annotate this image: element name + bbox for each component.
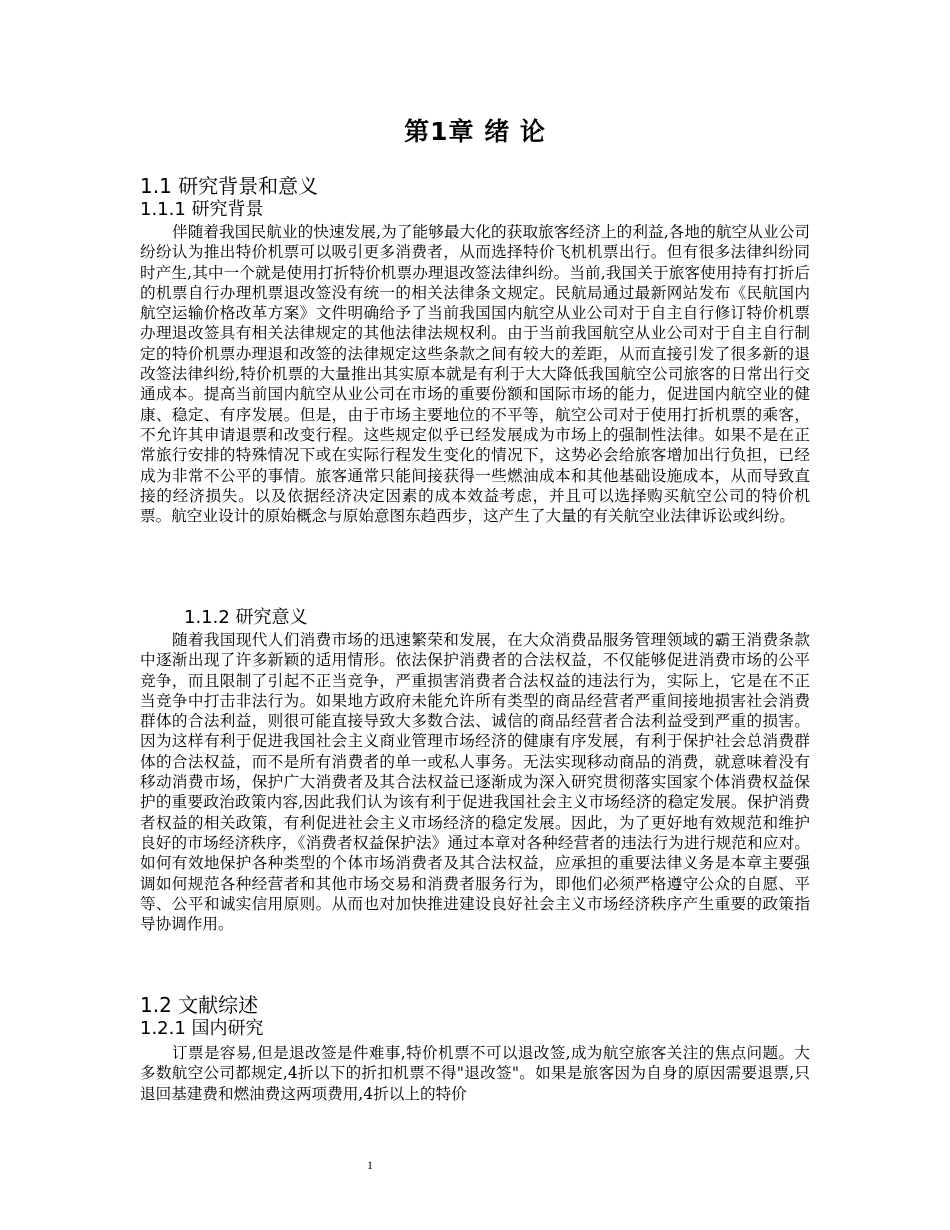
chapter-title: 第1章 绪 论 bbox=[404, 117, 546, 146]
paragraph-domestic-research: 订票是容易,但是退改签是件难事,特价机票不可以退改签,成为航空旅客关注的焦点问题。大多数航空公司都规定,4折以下的折扣机票不得"退改签"。如果是旅客因为自身的原因需要退票,只退回基建费和燃油费这两项费用,4折以上的特价 bbox=[140, 1044, 810, 1103]
subsection-heading-1-1-1: 1.1.1 研究背景 bbox=[140, 199, 264, 220]
section-heading-1-2: 1.2 文献综述 bbox=[140, 993, 259, 1017]
paragraph-research-background: 伴随着我国民航业的快速发展,为了能够最大化的获取旅客经济上的利益,各地的航空从业公司纷纷认为推出特价机票可以吸引更多消费者，从而选择特价飞机机票出行。但有很多法律纠纷同时产生,其中一个就是使用打折特价机票办理退改签法律纠纷。当前,我国关于旅客使用持有打折后的机票自行办理机票退改签没有统一的相关法律条文规定。民航局通过最新网站发布《民航国内航空运输价格改革方案》文件明确给予了当前我国国内航空从业公司对于自主自行修订特价机票办理退改签具有相关法律规定的其他法律法规权利。由于当前我国航空从业公司对于自主自行制定的特价机票办理退和改签的法律规定这些条款之间有较大的差距，从而直接引发了很多新的退改签法律纠纷,特价机票的大量推出其实原本就是有利于大大降低我国航空公司旅客的日常出行交通成本。提高当前国内航空从业公司在市场的重要份额和国际市场的能力，促进国内航空业的健康、稳定、有序发展。但是，由于市场主要地位的不平等，航空公司对于使用打折机票的乘客，不允许其申请退票和改变行程。这些规定似乎已经发展成为市场上的强制性法律。如果不是在正常旅行安排的特殊情况下或在实际行程发生变化的情况下，这势必会给旅客增加出行负担，已经成为非常不公平的事情。旅客通常只能间接获得一些燃油成本和其他基础设施成本，从而导致直接的经济损失。以及依据经济决定因素的成本效益考虑，并且可以选择购买航空公司的特价机票。航空业设计的原始概念与原始意图东趋西步，这产生了大量的有关航空业法律诉讼或纠纷。 bbox=[140, 223, 810, 526]
page-number: 1 bbox=[367, 1158, 373, 1172]
subsection-heading-1-1-2: 1.1.2 研究意义 bbox=[184, 607, 308, 628]
section-heading-1-1: 1.1 研究背景和意义 bbox=[140, 174, 319, 198]
subsection-heading-1-2-1: 1.2.1 国内研究 bbox=[140, 1018, 264, 1039]
paragraph-research-significance: 随着我国现代人们消费市场的迅速繁荣和发展，在大众消费品服务管理领域的霸王消费条款中逐渐出现了许多新颖的适用情形。依法保护消费者的合法权益，不仅能够促进消费市场的公平竞争，而且限制了引起不正当竞争，严重损害消费者合法权益的违法行为，实际上，它是在不正当竞争中打击非法行为。如果地方政府未能允许所有类型的商品经营者严重间接地损害社会消费群体的合法利益，则很可能直接导致大多数合法、诚信的商品经营者合法利益受到严重的损害。因为这样有利于促进我国社会主义商业管理市场经济的健康有序发展，有利于保护社会总消费群体的合法权益，而不是所有消费者的单一或私人事务。无法实现移动商品的消费，就意味着没有移动消费市场，保护广大消费者及其合法权益已逐渐成为深入研究贯彻落实国家个体消费权益保护的重要政治政策内容,因此我们认为该有利于促进我国社会主义市场经济的稳定发展。保护消费者权益的相关政策，有利促进社会主义市场经济的稳定发展。因此，为了更好地有效规范和维护良好的市场经济秩序，《消费者权益保护法》通过本章对各种经营者的违法行为进行规范和应对。如何有效地保护各种类型的个体市场消费者及其合法权益，应承担的重要法律义务是本章主要强调如何规范各种经营者和其他市场交易和消费者服务行为，即他们必须严格遵守公众的自愿、平等、公平和诚实信用原则。从而也对加快推进建设良好社会主义市场经济秩序产生重要的政策指导协调作用。 bbox=[140, 631, 810, 934]
